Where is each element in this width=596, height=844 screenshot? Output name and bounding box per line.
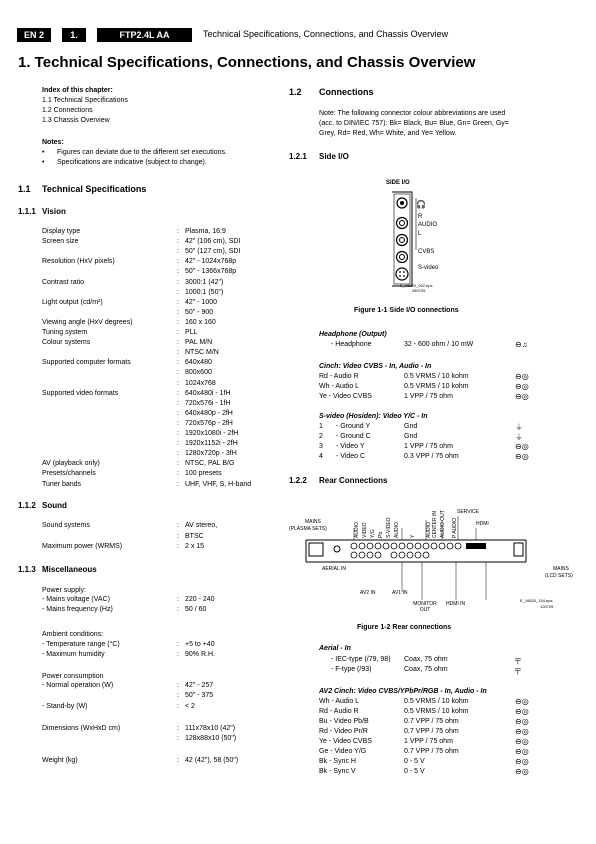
connector-value: 0 - 5 V	[404, 768, 425, 775]
spec-colon: :	[177, 703, 179, 710]
spec-label: Screen size	[42, 238, 79, 246]
cinch-icon: ⊖◎	[515, 697, 529, 706]
spec-colon: :	[177, 460, 179, 468]
spec-label: AV (playback only)	[42, 460, 100, 468]
section-number: 1.2	[289, 87, 302, 97]
ground-icon: ⏚	[515, 423, 523, 432]
rear-mains-lcd-label: (LCD SETS)	[545, 573, 573, 579]
spec-colon: :	[177, 430, 179, 437]
index-item: 1.3 Chassis Overview	[42, 117, 110, 124]
index-item: 1.1 Technical Specifications	[42, 97, 128, 104]
spec-value: 100 presets	[185, 470, 222, 478]
rear-top-label: VIDEO	[362, 522, 368, 538]
spec-colon: :	[177, 651, 179, 658]
spec-label: Supported computer formats	[42, 359, 131, 367]
spec-value: 220 - 240	[185, 596, 215, 603]
spec-value: 1920x1152i - 2fH	[185, 440, 238, 448]
connector-name: Rd - Audio R	[319, 708, 359, 715]
connector-value: 0.5 VRMS / 10 kohm	[404, 698, 469, 705]
spec-label: - Temperature range (°C)	[42, 641, 120, 648]
subsection-number: 1.1.2	[18, 501, 36, 510]
connector-name: Bu - Video Pb/B	[319, 718, 369, 725]
cinch-icon: ⊖◎	[515, 442, 529, 451]
subsection-number: 1.2.2	[289, 476, 307, 485]
spec-colon: :	[177, 308, 179, 316]
spec-label: Weight (kg)	[42, 757, 78, 764]
connector-value: 0.3 VPP / 75 ohm	[404, 453, 459, 460]
spec-label: - Stand-by (W)	[42, 703, 88, 710]
connector-name: Wh - Audio L	[319, 698, 360, 705]
spec-value: PLL	[185, 329, 198, 336]
spec-colon: :	[177, 228, 179, 235]
spec-colon: :	[177, 480, 179, 488]
connector-name: Rd - Audio R	[319, 373, 359, 380]
spec-label: Supported video formats	[42, 389, 119, 397]
spec-label: Tuner bands	[42, 480, 82, 488]
rear-top-label: P AUDIO	[452, 517, 458, 538]
note-item: Figures can deviate due to the different set executions.	[57, 149, 227, 156]
spec-value: 640x480p - 2fH	[185, 409, 233, 417]
spec-colon: :	[177, 298, 179, 306]
section-number: 1.1	[18, 184, 31, 194]
note-item: Specifications are indicative (subject to change).	[57, 159, 207, 166]
rear-top-label: Y	[410, 534, 416, 538]
spec-colon: :	[177, 268, 179, 276]
cinch-icon: ⊖◎	[515, 382, 529, 391]
spec-colon: :	[177, 606, 179, 613]
connector-name: Ge - Video Y/G	[319, 748, 367, 755]
side-io-label-r: R	[418, 214, 423, 220]
cinch-icon: ⊖◎	[515, 392, 529, 401]
spec-value: < 2	[185, 703, 195, 710]
spec-label: Light output (cd/m²)	[42, 298, 103, 306]
connector-name: Bk - Sync V	[319, 768, 356, 775]
spec-colon: :	[177, 318, 179, 326]
connection-note-line: (acc. to DIN/IEC 757): Bk= Black, Bu= Blue, Gn= Green, Gy=	[319, 120, 509, 127]
spec-value: 50" - 1366x768p	[185, 268, 237, 276]
spec-label: Display type	[42, 228, 81, 235]
section-title: Technical Specifications	[42, 184, 147, 194]
spec-colon: :	[177, 399, 179, 407]
cinch-icon: ⊖◎	[515, 707, 529, 716]
index-title: Index of this chapter:	[42, 87, 113, 94]
rear-mains-lcd-label: MAINS	[553, 566, 569, 572]
spec-value: NTSC, PAL B/G	[185, 460, 235, 468]
rear-figure-code: E_16820_154.eps	[520, 598, 553, 603]
spec-value: 50" - 900	[185, 308, 214, 316]
spec-value: 50 / 60	[185, 606, 207, 613]
subsection-number: 1.1.1	[18, 207, 36, 216]
ground-icon: ⏚	[515, 433, 523, 442]
spec-colon: :	[177, 329, 179, 336]
connector-value: Coax, 75 ohm	[404, 656, 448, 663]
spec-colon: :	[177, 278, 179, 286]
connector-name: Ye - Video CVBS	[319, 393, 372, 400]
cinch-icon: ⊖◎	[515, 737, 529, 746]
spec-value: 800x600	[185, 369, 212, 377]
connector-block-title: Cinch: Video CVBS - In, Audio - In	[319, 363, 432, 370]
connector-block-title: Aerial - In	[319, 645, 351, 652]
spec-colon: :	[177, 258, 179, 266]
spec-label: - Maximum humidity	[42, 651, 105, 658]
spec-colon: :	[177, 470, 179, 478]
subsection-title: Side I/O	[319, 152, 349, 161]
connector-block-title: Headphone (Output)	[319, 331, 387, 338]
spec-colon: :	[177, 682, 179, 689]
spec-value: 1024x768	[185, 379, 216, 387]
side-io-diagram	[388, 190, 448, 292]
rear-top-label: AUDIO	[426, 522, 432, 538]
spec-value: 111x78x10 (42")	[185, 725, 236, 732]
spec-colon: :	[177, 248, 179, 256]
rear-hdmi-in-label: HDMI IN	[446, 601, 466, 607]
connector-value: 1 VPP / 75 ohm	[404, 393, 453, 400]
spec-value: 1280x720p - 3fH	[185, 450, 237, 458]
main-title: 1. Technical Specifications, Connections, and Chassis Overview	[18, 54, 476, 71]
connector-name: - Ground Y	[336, 423, 371, 430]
connector-pin: 1	[319, 423, 323, 430]
connector-value: 0.5 VRMS / 10 kohm	[404, 373, 469, 380]
spec-label: Tuning system	[42, 329, 88, 336]
spec-value: 42" - 257	[185, 682, 214, 689]
rear-connections-diagram	[296, 500, 536, 600]
header-title: Technical Specifications, Connections, and Chassis Overview	[203, 29, 449, 39]
connector-value: 0.7 VPP / 75 ohm	[404, 718, 459, 725]
spec-colon: :	[177, 522, 179, 529]
chapter-badge: 1.	[62, 28, 86, 42]
spec-value: UHF, VHF, S, H-band	[185, 480, 252, 488]
connector-value: 0.7 VPP / 75 ohm	[404, 728, 459, 735]
spec-label: - Normal operation (W)	[42, 682, 114, 689]
connector-name: - Video Y	[336, 443, 365, 450]
spec-colon: :	[177, 543, 179, 550]
connector-name: Ye - Video CVBS	[319, 738, 372, 745]
cinch-icon: ⊖◎	[515, 452, 529, 461]
spec-value: NTSC M/N	[185, 349, 219, 357]
spec-value: 42" - 1000	[185, 298, 218, 306]
connector-name: Wh - Audio L	[319, 383, 360, 390]
subsection-title: Sound	[42, 501, 67, 510]
connector-name: - Headphone	[331, 341, 372, 348]
connector-name: - IEC-type (/79, 98)	[331, 656, 391, 663]
connector-value: Gnd	[404, 433, 418, 440]
spec-value: 50" (127 cm), SDI	[185, 248, 241, 256]
model-badge: FTP2.4L AA	[97, 28, 192, 42]
notes-title: Notes:	[42, 139, 64, 146]
spec-colon: :	[177, 359, 179, 367]
spec-colon: :	[177, 440, 179, 448]
spec-value: PAL M/N	[185, 339, 213, 347]
rear-top-label: Y/G	[370, 529, 376, 538]
connector-pin: 2	[319, 433, 323, 440]
spec-value: 640x480	[185, 359, 212, 367]
spec-label: Power supply:	[42, 587, 86, 594]
rear-monitor-out-label: MONITOR OUT	[413, 601, 437, 613]
cinch-icon: ⊖◎	[515, 727, 529, 736]
spec-colon: :	[177, 419, 179, 427]
spec-value: 42 (42"), 58 (50")	[185, 757, 239, 764]
spec-value: 1000:1 (50")	[185, 288, 224, 296]
rear-top-label: AUDIO	[354, 522, 360, 538]
rear-service-label: SERVICE	[457, 509, 479, 515]
spec-value: 42" - 1024x768p	[185, 258, 237, 266]
spec-label: Dimensions (WxHxD cm)	[42, 725, 121, 732]
spec-value: 640x480i - 1fH	[185, 389, 231, 397]
subsection-title: Vision	[42, 207, 66, 216]
connector-value: Gnd	[404, 423, 418, 430]
subsection-title: Rear Connections	[319, 476, 388, 485]
side-io-label-cvbs: CVBS	[418, 249, 435, 255]
spec-colon: :	[177, 692, 179, 699]
spec-label: Viewing angle (HxV degrees)	[42, 318, 133, 326]
spec-value: +5 to +40	[185, 641, 215, 648]
spec-colon: :	[177, 379, 179, 387]
svg-text:🎧: 🎧	[416, 200, 426, 209]
rear-top-label: AUDIO	[394, 522, 400, 538]
connector-value: 0.7 VPP / 75 ohm	[404, 748, 459, 755]
spec-value: 2 x 15	[185, 543, 205, 550]
spec-colon: :	[177, 735, 179, 742]
spec-colon: :	[177, 349, 179, 357]
spec-value: 160 x 160	[185, 318, 216, 326]
connector-block-title: S-video (Hosiden): Video Y/C - In	[319, 413, 428, 420]
spec-label: Sound systems	[42, 522, 90, 529]
spec-label: Presets/channels	[42, 470, 96, 478]
spec-colon: :	[177, 288, 179, 296]
spec-colon: :	[177, 725, 179, 732]
rear-top-label: CENTER IN	[432, 511, 438, 538]
connector-name: Rd - Video Pr/R	[319, 728, 368, 735]
connection-note-line: Grey, Rd= Red, Wh= White, and Ye= Yellow.	[319, 130, 457, 137]
connector-name: Bk - Sync H	[319, 758, 356, 765]
side-io-label: SIDE I/O	[386, 180, 410, 186]
spec-value: 90% R.H.	[185, 651, 215, 658]
subsection-title: Miscellaneous	[42, 565, 97, 574]
rear-top-label: S-VIDEO	[386, 517, 392, 538]
side-io-caption: Figure 1-1 Side I/O connections	[354, 307, 459, 314]
headphone-icon: ⊖♫	[515, 340, 528, 349]
connector-pin: 3	[319, 443, 323, 450]
note-bullet: •	[42, 159, 45, 166]
spec-label: Ambient conditions:	[42, 631, 104, 638]
subsection-number: 1.2.1	[289, 152, 307, 161]
connector-value: 0.5 VRMS / 10 kohm	[404, 708, 469, 715]
spec-colon: :	[177, 641, 179, 648]
rear-caption: Figure 1-2 Rear connections	[357, 624, 452, 631]
spec-colon: :	[177, 450, 179, 458]
rear-av2-label: AV2 IN	[360, 590, 376, 596]
page-number-badge: EN 2	[17, 28, 51, 42]
spec-value: 128x88x10 (50")	[185, 735, 237, 742]
cinch-icon: ⊖◎	[515, 717, 529, 726]
connector-pin: 4	[319, 453, 323, 460]
rear-top-label: Pb	[378, 531, 384, 538]
aerial-icon: ╤	[515, 655, 521, 664]
spec-value: 720x576i - 1fH	[185, 399, 231, 407]
spec-label: - Mains frequency (Hz)	[42, 606, 113, 613]
spec-label: - Mains voltage (VAC)	[42, 596, 110, 603]
connector-value: Coax, 75 ohm	[404, 666, 448, 673]
spec-colon: :	[177, 369, 179, 377]
rear-hdmi-label: HDMI	[476, 521, 489, 527]
spec-value: 1920x1080i - 2fH	[185, 430, 239, 437]
spec-colon: :	[177, 339, 179, 347]
spec-colon: :	[177, 409, 179, 417]
spec-value: 3000:1 (42")	[185, 278, 224, 286]
connection-note-line: Note: The following connector colour abbreviations are used	[319, 110, 506, 117]
note-bullet: •	[42, 149, 45, 156]
spec-colon: :	[177, 596, 179, 603]
spec-value: 50" - 375	[185, 692, 214, 699]
rear-figure-code: 100705	[540, 604, 554, 609]
connector-value: 32 - 600 ohm / 10 mW	[404, 341, 474, 348]
cinch-icon: ⊖◎	[515, 757, 529, 766]
connector-name: - Video C	[336, 453, 366, 460]
spec-colon: :	[177, 389, 179, 397]
spec-colon: :	[177, 238, 179, 246]
spec-value: AV stereo,	[185, 522, 218, 529]
connector-value: 0 - 5 V	[404, 758, 425, 765]
section-title: Connections	[319, 87, 374, 97]
aerial-icon: ╤	[515, 665, 521, 674]
cinch-icon: ⊖◎	[515, 767, 529, 776]
connector-value: 0.5 VRMS / 10 kohm	[404, 383, 469, 390]
spec-label: Power consumption	[42, 673, 104, 680]
subsection-number: 1.1.3	[18, 565, 36, 574]
spec-value: Plasma, 16:9	[185, 228, 226, 235]
spec-label: Maximum power (WRMS)	[42, 543, 123, 550]
side-io-label-svideo: S-video	[418, 265, 439, 271]
spec-value: 720x576p - 2fH	[185, 419, 233, 427]
connector-block-title: AV2 Cinch: Video CVBS/YPbPr/RGB - In, Audio - In	[319, 688, 487, 695]
spec-colon: :	[177, 532, 179, 540]
rear-aerial-label: AERIAL IN	[322, 566, 346, 572]
connector-value: 1 VPP / 75 ohm	[404, 738, 453, 745]
cinch-icon: ⊖◎	[515, 372, 529, 381]
side-io-label-audio: AUDIO	[418, 222, 438, 228]
spec-label: Contrast ratio	[42, 278, 85, 286]
rear-mains-label: (PLASMA SETS)	[289, 526, 327, 532]
rear-av1-label: AV1 IN	[392, 590, 408, 596]
connector-value: 1 VPP / 75 ohm	[404, 443, 453, 450]
spec-label: Resolution (HxV pixels)	[42, 258, 115, 266]
connector-name: - F-type (/93)	[331, 666, 372, 673]
side-io-figure-code: 280705	[412, 288, 426, 293]
cinch-icon: ⊖◎	[515, 747, 529, 756]
rear-mains-label: MAINS	[305, 519, 321, 525]
connector-name: - Ground C	[336, 433, 371, 440]
side-io-label-l: L	[418, 231, 422, 237]
index-item: 1.2 Connections	[42, 107, 93, 114]
spec-label: Colour systems	[42, 339, 91, 347]
spec-colon: :	[177, 757, 179, 764]
spec-value: BTSC	[185, 532, 204, 540]
side-io-figure-code: E_16820_052.eps	[400, 283, 433, 288]
rear-top-label: AUDIO OUT	[440, 510, 446, 538]
spec-value: 42" (106 cm), SDI	[185, 238, 241, 246]
